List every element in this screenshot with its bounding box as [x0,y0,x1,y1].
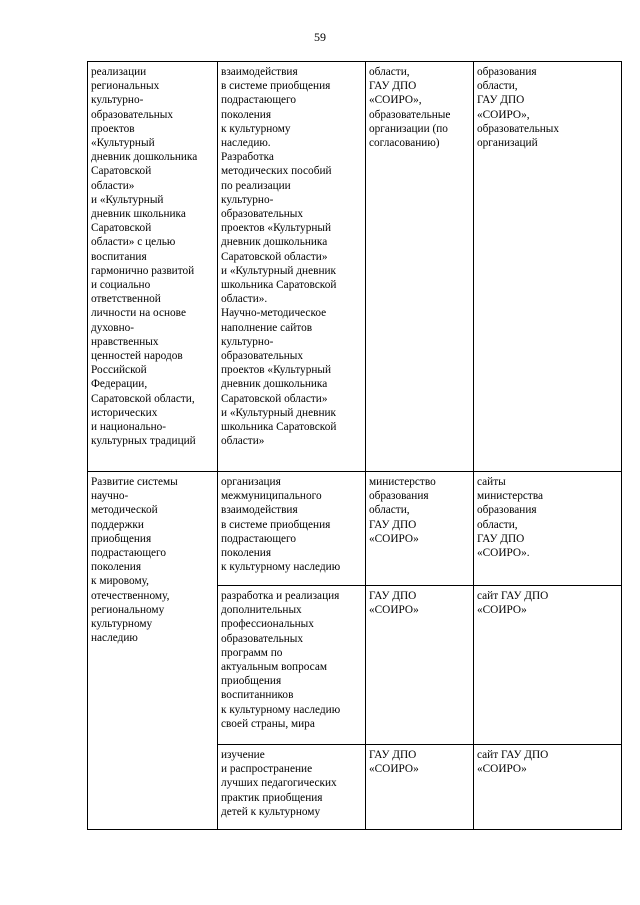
table-row [88,62,622,472]
task-cell: реализации региональных культурно- образовательных проектов «Культурный дневник дошкольника Саратовской области» и «Культурный дневник школьника Саратовской области» с целью воспитания гармонично развитой и социально ответственной личности на основе духовно- нравственных ценностей народов Российской Федерации, Саратовской области, исторических и национально- культурных традиций [88,62,218,472]
responsible-cell: ГАУ ДПО «СОИРО» [366,586,474,745]
responsible-cell: области, ГАУ ДПО «СОИРО», образовательные организации (по согласованию) [366,62,474,472]
activity-cell: изучение и распространение лучших педагогических практик приобщения детей к культурному [218,745,366,830]
page-number: 59 [314,30,326,44]
activity-cell: организация межмуниципального взаимодействия в системе приобщения подрастающего поколения к культурному наследию [218,472,366,586]
task-cell: Развитие системы научно- методической поддержки приобщения подрастающего поколения к мировому, отечественному, региональному культурному наследию [88,472,218,830]
result-cell: образования области, ГАУ ДПО «СОИРО», образовательных организаций [474,62,622,472]
activity-cell: взаимодействия в системе приобщения подрастающего поколения к культурному наследию. Разработка методических пособий по реализации культурно- образовательных проектов «Культурный дневник дошкольника Саратовской области» и «Культурный дневник школьника Саратовской области». Научно-методическое наполнение сайтов культурно- образовательных проектов «Культурный дневник дошкольника Саратовской области» и «Культурный дневник школьника Саратовской области» [218,62,366,472]
responsible-cell: ГАУ ДПО «СОИРО» [366,745,474,830]
result-cell: сайты министерства образования области, ГАУ ДПО «СОИРО». [474,472,622,586]
result-cell: сайт ГАУ ДПО «СОИРО» [474,745,622,830]
table-row [88,472,622,586]
responsible-cell: министерство образования области, ГАУ ДПО «СОИРО» [366,472,474,586]
plan-table [87,61,622,830]
result-cell: сайт ГАУ ДПО «СОИРО» [474,586,622,745]
activity-cell: разработка и реализация дополнительных профессиональных образовательных программ по актуальным вопросам приобщения воспитанников к культурному наследию своей страны, мира [218,586,366,745]
